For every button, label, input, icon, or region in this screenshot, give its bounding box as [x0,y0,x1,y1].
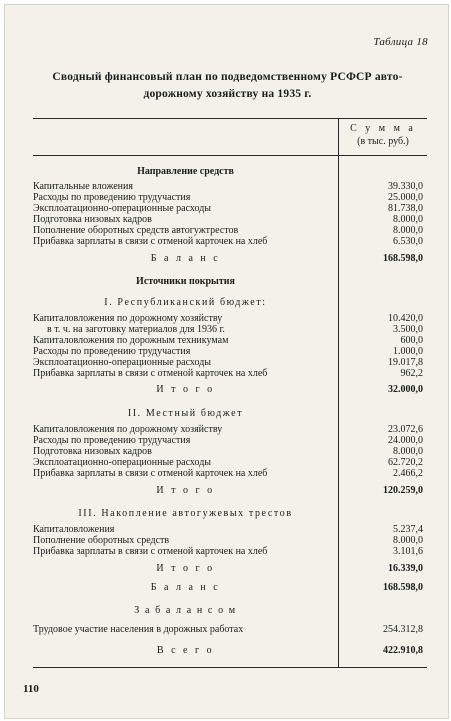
row-value: 62.720,2 [388,457,423,468]
row-label: Прибавка зарплаты в связи с отменой карточек на хлеб [33,546,268,557]
title-line-2: дорожному хозяйству на 1935 г. [143,88,312,100]
row-value: 24.000,0 [388,435,423,446]
table-row [33,446,427,457]
row-value: 8.000,0 [393,225,423,236]
table-row [33,324,427,335]
document-page [4,4,449,719]
row-label: Капитальные вложения [33,181,133,192]
header-divider [33,155,427,156]
row-value: 6.530,0 [393,236,423,247]
total-value: 120.259,0 [383,485,423,496]
republic-total-row [33,384,427,395]
balance-row [33,253,427,264]
row-value: 962,2 [400,368,423,379]
total-value: 16.339,0 [388,563,423,574]
row-label: Эксплоатационно-операционные расходы [33,203,212,214]
row-label: Пополнение оборотных средств [33,535,170,546]
table-row [33,357,427,368]
row-value: 8.000,0 [393,214,423,225]
row-value: 600,0 [400,335,423,346]
table-row [33,181,427,192]
balance-value: 168.598,0 [383,582,423,593]
row-label: Расходы по проведению трудучастия [33,346,191,357]
table-row [33,535,427,546]
table-row [33,214,427,225]
table-row [33,435,427,446]
total-label: И т о г о [156,384,215,395]
row-label: Капиталовложения [33,524,115,535]
row-value: 23.072,6 [388,424,423,435]
balance-row-2 [33,582,427,593]
row-value: 19.017,8 [388,357,423,368]
table-row [33,225,427,236]
sum-column-header [339,122,427,148]
table-row [33,192,427,203]
row-label: Прибавка зарплаты в связи с отменой карточек на хлеб [33,236,268,247]
row-value: 8.000,0 [393,446,423,457]
table-row [33,457,427,468]
row-label: Подготовка низовых кадров [33,446,152,457]
row-label: Расходы по проведению трудучастия [33,192,191,203]
row-value: 2.466,2 [393,468,423,479]
section-heading-offbalance: З а б а л а н с о м [134,605,237,616]
row-value: 8.000,0 [393,535,423,546]
page-number: 110 [23,683,39,695]
trusts-total-row [33,563,427,574]
row-label: Прибавка зарплаты в связи с отменой карточек на хлеб [33,468,268,479]
balance-label: Б а л а н с [150,582,221,593]
row-value: 81.738,0 [388,203,423,214]
section-heading-directions: Направление средств [137,166,234,177]
row-label: Капиталовложения по дорожному хозяйству [33,313,223,324]
grand-total-row [33,645,427,656]
row-value: 3.101,6 [393,546,423,557]
document-title [21,69,434,103]
sum-header-title: С у м м а [350,123,416,134]
row-label: Эксплоатационно-операционные расходы [33,357,212,368]
table-row [33,624,427,635]
grand-total-label: В с е г о [156,645,215,656]
row-label: Подготовка низовых кадров [33,214,152,225]
row-label: Расходы по проведению трудучастия [33,435,191,446]
row-label: Эксплоатационно-операционные расходы [33,457,212,468]
title-line-1: Сводный финансовый план по подведомственному РСФСР авто- [52,71,403,83]
row-value: 3.500,0 [393,324,423,335]
row-label: Прибавка зарплаты в связи с отменой карточек на хлеб [33,368,268,379]
table-row [33,335,427,346]
total-label: И т о г о [156,563,215,574]
table-row [33,424,427,435]
table-row [33,468,427,479]
table-row [33,524,427,535]
row-value: 1.000,0 [393,346,423,357]
row-label: Капиталовложения по дорожному хозяйству [33,424,223,435]
row-label: Пополнение оборотных средств автогужтрестов [33,225,239,236]
local-total-row [33,485,427,496]
table-label: Таблица 18 [373,36,428,48]
row-value: 254.312,8 [383,624,423,635]
row-value: 5.237,4 [393,524,423,535]
table-row [33,236,427,247]
grand-total-value: 422.910,8 [383,645,423,656]
subsection-local: II. Местный бюджет [127,408,244,419]
row-label: в т. ч. на заготовку материалов для 1936 г. [47,324,225,335]
sum-header-unit: (в тыс. руб.) [357,136,409,147]
balance-value: 168.598,0 [383,253,423,264]
total-value: 32.000,0 [388,384,423,395]
balance-label: Б а л а н с [150,253,221,264]
financial-table [33,118,427,668]
table-row [33,203,427,214]
row-value: 25.000,0 [388,192,423,203]
table-row [33,313,427,324]
row-value: 10.420,0 [388,313,423,324]
table-row [33,546,427,557]
row-label: Капиталовложения по дорожным техникумам [33,335,229,346]
table-row [33,368,427,379]
subsection-trusts: III. Накопление автогужевых трестов [78,508,293,519]
row-label: Трудовое участие населения в дорожных работах [33,624,244,635]
table-row [33,346,427,357]
total-label: И т о г о [156,485,215,496]
subsection-republic: I. Республиканский бюджет: [104,297,267,308]
section-heading-sources: Источники покрытия [136,276,235,287]
row-value: 39.330,0 [388,181,423,192]
